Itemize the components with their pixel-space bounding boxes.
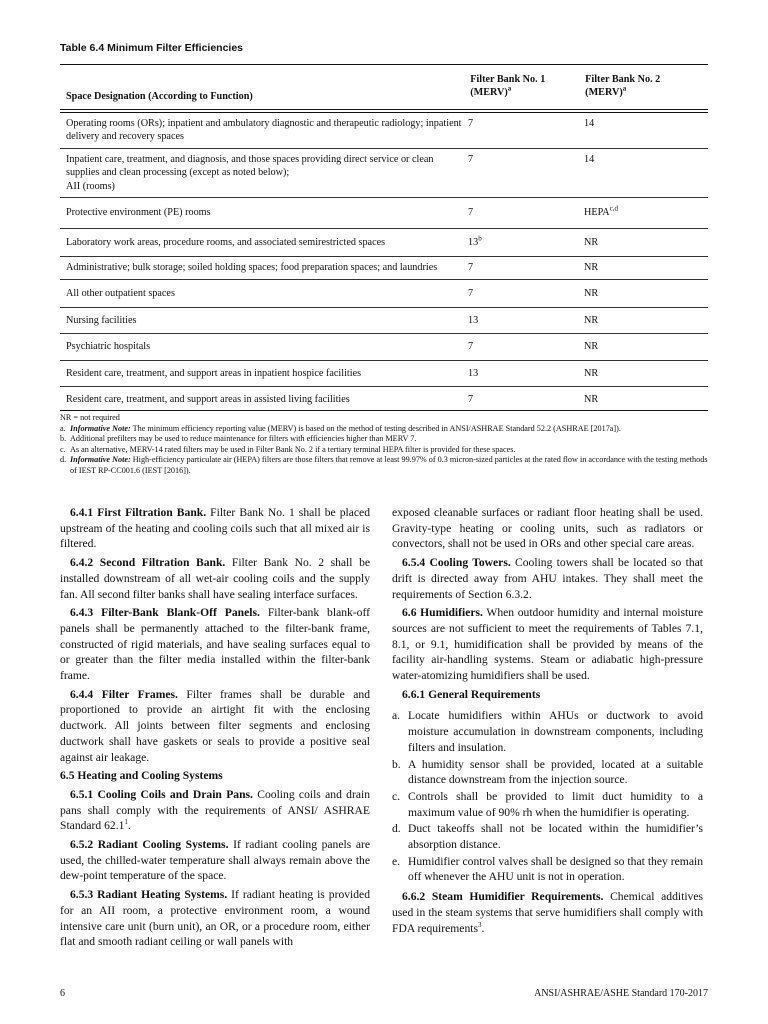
row-space: Psychiatric hospitals xyxy=(66,341,151,353)
row-space: Resident care, treatment, and support areas in assisted living facilities xyxy=(66,394,350,406)
table-row xyxy=(60,280,708,308)
row-bank2: NR xyxy=(584,236,599,248)
row-bank1: 7 xyxy=(468,262,474,274)
row-bank2: NR xyxy=(584,367,599,379)
row-bank2: NR xyxy=(584,341,599,353)
section-6-4-4: 6.4.4 Filter Frames. Filter frames shall be durable and proportioned to provide an airtight fit with the enclosing ductwork. All joints between filter segments and enclosing ductwork shall have gaskets or seals to provide a positive seal against air leakage. xyxy=(60,687,370,764)
row-bank2: NR xyxy=(584,287,599,299)
row-space: Operating rooms (ORs); inpatient and ambulatory diagnostic and therapeutic radiology; inpatient delivery and recovery spaces xyxy=(66,117,462,143)
page-number: 6 xyxy=(60,988,65,999)
table-header-row xyxy=(60,65,708,110)
table-footnotes xyxy=(60,410,708,476)
row-bank2: NR xyxy=(584,394,599,406)
list-item: b. A humidity sensor shall be provided, located at a suitable distance downstream from the injection source. xyxy=(392,757,703,787)
right-column xyxy=(392,505,703,939)
header-filter-bank-2: Filter Bank No. 2 (MERV)$^a$ xyxy=(585,74,661,99)
section-6-5-2: 6.5.2 Radiant Cooling Systems. If radiant cooling panels are used, the chilled-water temperature shall always remain above the dew-point temperature of the space. xyxy=(60,838,371,883)
filter-efficiency-table xyxy=(60,64,708,413)
footnote-d: d. Informative Note: High-efficiency particulate air (HEPA) filters are those filters that remove at least 99.97% of 0.3 micron-sized particles at the rated flow in accordance with the testing methods of IEST RP-CC001.6 (IEST [2016]). xyxy=(60,455,708,475)
table-row xyxy=(60,308,708,334)
left-column xyxy=(60,505,370,953)
row-bank1: 13$^b$ xyxy=(468,234,482,248)
footnote-a: a. Informative Note: The minimum efficiency reporting value (MERV) is based on the method of testing described in ANSI/ASHRAE Standard 52.2 (ASHRAE [2017a]). xyxy=(60,423,621,433)
list-item: d. Duct takeoffs shall not be located within the humidifier’s absorption distance. xyxy=(392,822,703,852)
header-filter-bank-1: Filter Bank No. 1 (MERV)$^a$ xyxy=(470,74,546,99)
row-bank2: NR xyxy=(584,314,599,326)
row-space: Laboratory work areas, procedure rooms, and associated semirestricted spaces xyxy=(66,236,386,248)
section-6-5-1: 6.5.1 Cooling Coils and Drain Pans. Cooling coils and drain pans shall comply with the requirements of ANSI/ ASHRAE Standard 62.1$^1$. xyxy=(60,787,370,833)
standard-name: ANSI/ASHRAE/ASHE Standard 170-2017 xyxy=(534,988,708,999)
table-row xyxy=(60,334,708,360)
row-bank2: 14 xyxy=(584,153,595,165)
section-6-6-2: 6.6.2 Steam Humidifier Requirements. Chemical additives used in the steam systems that serve humidifiers shall comply with FDA requirements$^3$. xyxy=(392,890,703,935)
footnote-c: c. As an alternative, MERV-14 rated filters may be used in Filter Bank No. 2 if a tertiary terminal HEPA filter is provided for these spaces. xyxy=(60,444,516,454)
row-bank1: 13 xyxy=(468,314,479,326)
table-row xyxy=(60,361,708,387)
row-bank1: 7 xyxy=(468,117,474,129)
row-bank1: 7 xyxy=(468,394,474,406)
footnote-nr: NR = not required xyxy=(60,413,120,422)
row-space: Administrative; bulk storage; soiled holding spaces; food preparation spaces; and laundries xyxy=(66,262,438,274)
list-item: c. Controls shall be provided to limit duct humidity to a maximum value of 90% rh when the humidifier is operating. xyxy=(392,789,703,819)
list-item: e. Humidifier control valves shall be designed so that they remain off whenever the AHU unit is not in operation. xyxy=(392,854,703,884)
section-6-4-1: 6.4.1 First Filtration Bank. Filter Bank No. 1 shall be placed upstream of the heating and cooling coils such that all mixed air is filtered. xyxy=(60,506,370,551)
general-requirements-list xyxy=(392,708,703,885)
row-bank1: 7 xyxy=(468,287,474,299)
section-6-6-1-heading: 6.6.1 General Requirements xyxy=(402,687,541,701)
table-title: Table 6.4 Minimum Filter Efficiencies xyxy=(60,42,244,54)
row-space: Nursing facilities xyxy=(66,314,137,326)
row-bank2: HEPA$^{c,d}$ xyxy=(584,204,619,219)
list-item: a. Locate humidifiers within AHUs or ductwork to avoid moisture accumulation in downstream components, including filters and insulation. xyxy=(392,709,703,754)
section-6-4-3: 6.4.3 Filter-Bank Blank-Off Panels. Filter-bank blank-off panels shall be permanently attached to the filter-bank frame, constructed of rigid materials, and have sealing surfaces equal to or greater than the filter media installed within the filter-bank frame. xyxy=(60,606,370,683)
section-6-5-heading: 6.5 Heating and Cooling Systems xyxy=(60,769,223,783)
table-row xyxy=(60,112,708,149)
table-row xyxy=(60,387,708,412)
page-footer xyxy=(60,988,708,999)
section-6-5-4: 6.5.4 Cooling Towers. Cooling towers shall be located so that drift is directed away from AHU intakes. They shall meet the requirements of Section 6.3.2. xyxy=(392,556,704,601)
table-row xyxy=(60,149,708,198)
row-bank1: 13 xyxy=(468,367,479,379)
table-row xyxy=(60,198,708,228)
section-6-5-3-continued: exposed cleanable surfaces or radiant floor heating shall be used. Gravity-type heating or cooling units, such as radiators or convectors, shall not be used in ORs and other special care areas. xyxy=(392,506,703,551)
row-bank1: 7 xyxy=(468,153,474,165)
row-bank1: 7 xyxy=(468,207,474,219)
row-space: Protective environment (PE) rooms xyxy=(66,207,211,219)
table-row xyxy=(60,257,708,279)
header-space-designation: Space Designation (According to Function) xyxy=(66,91,253,103)
section-6-6: 6.6 Humidifiers. When outdoor humidity and internal moisture sources are not sufficient to meet the requirements of Tables 7.1, 8.1, or 9.1, humidification shall be provided by means of the facility air-handling systems. Steam or adiabatic high-pressure water-atomizing humidifiers shall be used. xyxy=(392,606,703,683)
row-space: All other outpatient spaces xyxy=(66,287,175,299)
row-bank2: NR xyxy=(584,262,599,274)
row-bank2: 14 xyxy=(584,117,595,129)
row-space: Resident care, treatment, and support areas in inpatient hospice facilities xyxy=(66,367,362,379)
section-6-5-3: 6.5.3 Radiant Heating Systems. If radiant heating is provided for an AII room, a protective environment room, a wound intensive care unit (burn unit), an OR, or a procedure room, either flat and smooth radiant ceiling or wall panels with xyxy=(60,888,370,949)
section-6-4-2: 6.4.2 Second Filtration Bank. Filter Bank No. 2 shall be installed downstream of all wet-air cooling coils and the supply fan. All second filter banks shall have sealing interface surfaces. xyxy=(60,556,371,601)
table-row xyxy=(60,229,708,257)
row-space: Inpatient care, treatment, and diagnosis, and those spaces providing direct service or clean supplies and clean processing (except as noted below); AII (rooms) xyxy=(66,153,434,192)
row-bank1: 7 xyxy=(468,341,474,353)
footnote-b: b. Additional prefilters may be used to reduce maintenance for filters with efficiencies higher than MERV 7. xyxy=(60,434,417,443)
